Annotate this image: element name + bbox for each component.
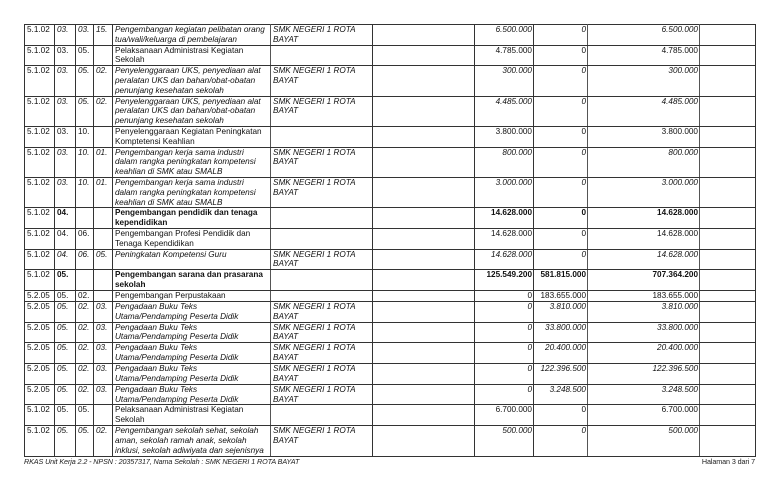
empty-cell [373, 177, 475, 207]
code-b-cell: 05. [76, 405, 94, 426]
table-row [25, 270, 756, 291]
code-c-cell: 15. [94, 25, 113, 46]
value-1-cell: 0 [475, 301, 534, 322]
kode-cell: 5.1.02 [25, 147, 55, 177]
empty-cell [373, 405, 475, 426]
code-b-cell: 05. [76, 66, 94, 96]
empty-cell [373, 147, 475, 177]
total-cell: 3.810.000 [588, 301, 700, 322]
kode-cell: 5.2.05 [25, 322, 55, 343]
sekolah-cell: SMK NEGERI 1 ROTA BAYAT [271, 249, 373, 270]
total-cell: 500.000 [588, 426, 700, 457]
uraian-cell: Peningkatan Kompetensi Guru [113, 249, 271, 270]
code-b-cell: 10. [76, 177, 94, 207]
empty-cell [373, 66, 475, 96]
value-2-cell: 0 [534, 126, 588, 147]
value-2-cell: 0 [534, 25, 588, 46]
code-c-cell: 03. [94, 384, 113, 405]
code-a-cell: 05. [55, 364, 76, 385]
value-1-cell: 0 [475, 322, 534, 343]
kode-cell: 5.1.02 [25, 228, 55, 249]
empty-cell-end [700, 364, 756, 385]
code-c-cell: 03. [94, 364, 113, 385]
sekolah-cell: SMK NEGERI 1 ROTA BAYAT [271, 426, 373, 457]
code-a-cell: 05. [55, 426, 76, 457]
empty-cell-end [700, 25, 756, 46]
kode-cell: 5.1.02 [25, 426, 55, 457]
empty-cell [373, 426, 475, 457]
empty-cell [373, 208, 475, 229]
kode-cell: 5.1.02 [25, 45, 55, 66]
empty-cell-end [700, 384, 756, 405]
empty-cell-end [700, 322, 756, 343]
code-c-cell: 01. [94, 177, 113, 207]
code-c-cell [94, 405, 113, 426]
total-cell: 33.800.000 [588, 322, 700, 343]
code-c-cell: 02. [94, 426, 113, 457]
footer-page-number: Halaman 3 dari 7 [701, 457, 755, 466]
code-b-cell: 06. [76, 228, 94, 249]
sekolah-cell: SMK NEGERI 1 ROTA BAYAT [271, 25, 373, 46]
value-1-cell: 0 [475, 384, 534, 405]
code-b-cell: 02. [76, 364, 94, 385]
code-b-cell [76, 270, 94, 291]
code-b-cell: 10. [76, 147, 94, 177]
sekolah-cell: SMK NEGERI 1 ROTA BAYAT [271, 301, 373, 322]
kode-cell: 5.1.02 [25, 249, 55, 270]
value-1-cell: 6.700.000 [475, 405, 534, 426]
sekolah-cell: SMK NEGERI 1 ROTA BAYAT [271, 343, 373, 364]
table-row [25, 147, 756, 177]
total-cell: 4.485.000 [588, 96, 700, 126]
code-c-cell: 03. [94, 301, 113, 322]
value-2-cell: 122.396.500 [534, 364, 588, 385]
sekolah-cell [271, 228, 373, 249]
uraian-cell: Pelaksanaan Administrasi Kegiatan Sekolah [113, 45, 271, 66]
empty-cell [373, 249, 475, 270]
total-cell: 6.500.000 [588, 25, 700, 46]
value-2-cell: 20.400.000 [534, 343, 588, 364]
empty-cell-end [700, 405, 756, 426]
value-2-cell: 0 [534, 405, 588, 426]
value-1-cell: 800.000 [475, 147, 534, 177]
code-a-cell: 04. [55, 249, 76, 270]
code-b-cell: 02. [76, 291, 94, 302]
empty-cell-end [700, 177, 756, 207]
total-cell: 14.628.000 [588, 249, 700, 270]
table-row [25, 177, 756, 207]
code-b-cell: 02. [76, 343, 94, 364]
uraian-cell: Pengembangan kerja sama industri dalam rangka peningkatan kompetensi keahlian di SMK atau SMALB [113, 147, 271, 177]
table-row [25, 405, 756, 426]
value-1-cell: 0 [475, 343, 534, 364]
code-a-cell: 05. [55, 384, 76, 405]
empty-cell [373, 228, 475, 249]
value-2-cell: 0 [534, 208, 588, 229]
code-a-cell: 05. [55, 322, 76, 343]
empty-cell-end [700, 426, 756, 457]
uraian-cell: Pelaksanaan Administrasi Kegiatan Sekolah [113, 405, 271, 426]
total-cell: 6.700.000 [588, 405, 700, 426]
empty-cell-end [700, 291, 756, 302]
value-1-cell: 300.000 [475, 66, 534, 96]
code-a-cell: 03. [55, 25, 76, 46]
kode-cell: 5.2.05 [25, 343, 55, 364]
value-2-cell: 183.655.000 [534, 291, 588, 302]
value-1-cell: 125.549.200 [475, 270, 534, 291]
kode-cell: 5.1.02 [25, 405, 55, 426]
empty-cell [373, 301, 475, 322]
empty-cell-end [700, 45, 756, 66]
uraian-cell: Pengembangan Perpustakaan [113, 291, 271, 302]
code-a-cell: 04. [55, 208, 76, 229]
empty-cell [373, 291, 475, 302]
uraian-cell: Pengembangan kegiatan pelibatan orang tua/wali/keluarga di pembelajaran [113, 25, 271, 46]
total-cell: 183.655.000 [588, 291, 700, 302]
code-b-cell: 03. [76, 25, 94, 46]
sekolah-cell: SMK NEGERI 1 ROTA BAYAT [271, 66, 373, 96]
empty-cell-end [700, 301, 756, 322]
code-c-cell: 02. [94, 66, 113, 96]
uraian-cell: Pengembangan sarana dan prasarana sekolah [113, 270, 271, 291]
total-cell: 14.628.000 [588, 208, 700, 229]
table-row [25, 96, 756, 126]
sekolah-cell: SMK NEGERI 1 ROTA BAYAT [271, 177, 373, 207]
empty-cell [373, 96, 475, 126]
empty-cell [373, 364, 475, 385]
footer-document-info: RKAS Unit Kerja 2.2 - NPSN : 20357317, Nama Sekolah : SMK NEGERI 1 ROTA BAYAT [24, 457, 300, 466]
value-1-cell: 0 [475, 364, 534, 385]
value-1-cell: 14.628.000 [475, 208, 534, 229]
code-a-cell: 03. [55, 96, 76, 126]
value-1-cell: 4.485.000 [475, 96, 534, 126]
kode-cell: 5.1.02 [25, 96, 55, 126]
value-1-cell: 4.785.000 [475, 45, 534, 66]
code-c-cell [94, 45, 113, 66]
sekolah-cell [271, 405, 373, 426]
value-2-cell: 0 [534, 426, 588, 457]
table-body [25, 25, 756, 457]
kode-cell: 5.2.05 [25, 364, 55, 385]
total-cell: 3.000.000 [588, 177, 700, 207]
code-a-cell: 04. [55, 228, 76, 249]
table-row [25, 343, 756, 364]
value-2-cell: 3.248.500 [534, 384, 588, 405]
total-cell: 122.396.500 [588, 364, 700, 385]
code-b-cell: 02. [76, 384, 94, 405]
sekolah-cell [271, 291, 373, 302]
value-2-cell: 0 [534, 249, 588, 270]
table-row [25, 322, 756, 343]
sekolah-cell: SMK NEGERI 1 ROTA BAYAT [271, 96, 373, 126]
code-c-cell [94, 291, 113, 302]
code-c-cell [94, 270, 113, 291]
table-row [25, 208, 756, 229]
uraian-cell: Penyelenggaraan Kegiatan Peningkatan Komptetensi Keahlian [113, 126, 271, 147]
code-c-cell: 03. [94, 322, 113, 343]
code-c-cell: 01. [94, 147, 113, 177]
code-a-cell: 03. [55, 45, 76, 66]
table-row [25, 228, 756, 249]
code-c-cell: 03. [94, 343, 113, 364]
empty-cell [373, 45, 475, 66]
empty-cell-end [700, 343, 756, 364]
uraian-cell: Pengadaan Buku Teks Utama/Pendamping Peserta Didik [113, 301, 271, 322]
value-1-cell: 0 [475, 291, 534, 302]
value-2-cell: 0 [534, 66, 588, 96]
code-b-cell: 10. [76, 126, 94, 147]
uraian-cell: Penyelenggaraan UKS, penyediaan alat peralatan UKS dan bahan/obat-obatan penunjang kesehatan sekolah [113, 66, 271, 96]
code-b-cell: 06. [76, 249, 94, 270]
kode-cell: 5.2.05 [25, 291, 55, 302]
empty-cell-end [700, 147, 756, 177]
value-2-cell: 33.800.000 [534, 322, 588, 343]
sekolah-cell: SMK NEGERI 1 ROTA BAYAT [271, 384, 373, 405]
code-c-cell: 05. [94, 249, 113, 270]
value-2-cell: 581.815.000 [534, 270, 588, 291]
total-cell: 14.628.000 [588, 228, 700, 249]
uraian-cell: Pengembangan Profesi Pendidik dan Tenaga Kependidikan [113, 228, 271, 249]
sekolah-cell: SMK NEGERI 1 ROTA BAYAT [271, 364, 373, 385]
kode-cell: 5.2.05 [25, 301, 55, 322]
sekolah-cell [271, 270, 373, 291]
uraian-cell: Penyelenggaraan UKS, penyediaan alat peralatan UKS dan bahan/obat-obatan penunjang kesehatan sekolah [113, 96, 271, 126]
sekolah-cell [271, 45, 373, 66]
value-2-cell: 3.810.000 [534, 301, 588, 322]
value-2-cell: 0 [534, 147, 588, 177]
empty-cell-end [700, 228, 756, 249]
value-2-cell: 0 [534, 96, 588, 126]
code-b-cell: 02. [76, 301, 94, 322]
code-a-cell: 05. [55, 301, 76, 322]
total-cell: 20.400.000 [588, 343, 700, 364]
code-a-cell: 03. [55, 177, 76, 207]
rkas-table [24, 24, 756, 457]
table-row [25, 45, 756, 66]
empty-cell [373, 270, 475, 291]
sekolah-cell [271, 208, 373, 229]
table-row [25, 291, 756, 302]
table-row [25, 426, 756, 457]
uraian-cell: Pengadaan Buku Teks Utama/Pendamping Peserta Didik [113, 364, 271, 385]
code-c-cell [94, 228, 113, 249]
kode-cell: 5.1.02 [25, 126, 55, 147]
kode-cell: 5.1.02 [25, 208, 55, 229]
value-1-cell: 14.628.000 [475, 249, 534, 270]
empty-cell-end [700, 66, 756, 96]
uraian-cell: Pengadaan Buku Teks Utama/Pendamping Peserta Didik [113, 322, 271, 343]
uraian-cell: Pengadaan Buku Teks Utama/Pendamping Peserta Didik [113, 384, 271, 405]
code-a-cell: 03. [55, 66, 76, 96]
empty-cell-end [700, 249, 756, 270]
table-row [25, 66, 756, 96]
empty-cell-end [700, 270, 756, 291]
table-row [25, 126, 756, 147]
code-a-cell: 03. [55, 126, 76, 147]
value-1-cell: 500.000 [475, 426, 534, 457]
uraian-cell: Pengembangan pendidik dan tenaga kependidikan [113, 208, 271, 229]
code-a-cell: 05. [55, 405, 76, 426]
code-b-cell: 05. [76, 45, 94, 66]
uraian-cell: Pengembangan kerja sama industri dalam rangka peningkatan kompetensi keahlian di SMK atau SMALB [113, 177, 271, 207]
code-c-cell: 02. [94, 96, 113, 126]
empty-cell-end [700, 96, 756, 126]
value-2-cell: 0 [534, 45, 588, 66]
value-1-cell: 3.800.000 [475, 126, 534, 147]
value-1-cell: 14.628.000 [475, 228, 534, 249]
code-b-cell: 02. [76, 322, 94, 343]
table-row [25, 25, 756, 46]
empty-cell [373, 343, 475, 364]
value-1-cell: 3.000.000 [475, 177, 534, 207]
total-cell: 3.248.500 [588, 384, 700, 405]
total-cell: 800.000 [588, 147, 700, 177]
code-a-cell: 05. [55, 270, 76, 291]
empty-cell [373, 126, 475, 147]
empty-cell [373, 384, 475, 405]
table-row [25, 301, 756, 322]
table-row [25, 249, 756, 270]
uraian-cell: Pengadaan Buku Teks Utama/Pendamping Peserta Didik [113, 343, 271, 364]
value-2-cell: 0 [534, 228, 588, 249]
code-c-cell [94, 208, 113, 229]
sekolah-cell: SMK NEGERI 1 ROTA BAYAT [271, 322, 373, 343]
total-cell: 3.800.000 [588, 126, 700, 147]
code-b-cell [76, 208, 94, 229]
empty-cell-end [700, 208, 756, 229]
empty-cell-end [700, 126, 756, 147]
kode-cell: 5.1.02 [25, 177, 55, 207]
code-b-cell: 05. [76, 96, 94, 126]
kode-cell: 5.1.02 [25, 25, 55, 46]
sekolah-cell [271, 126, 373, 147]
total-cell: 300.000 [588, 66, 700, 96]
table-row [25, 384, 756, 405]
total-cell: 707.364.200 [588, 270, 700, 291]
code-a-cell: 05. [55, 343, 76, 364]
code-a-cell: 05. [55, 291, 76, 302]
value-2-cell: 0 [534, 177, 588, 207]
kode-cell: 5.1.02 [25, 66, 55, 96]
code-c-cell [94, 126, 113, 147]
table-row [25, 364, 756, 385]
kode-cell: 5.1.02 [25, 270, 55, 291]
code-a-cell: 03. [55, 147, 76, 177]
sekolah-cell: SMK NEGERI 1 ROTA BAYAT [271, 147, 373, 177]
value-1-cell: 6.500.000 [475, 25, 534, 46]
kode-cell: 5.2.05 [25, 384, 55, 405]
total-cell: 4.785.000 [588, 45, 700, 66]
code-b-cell: 05. [76, 426, 94, 457]
empty-cell [373, 25, 475, 46]
uraian-cell: Pengembangan sekolah sehat, sekolah aman, sekolah ramah anak, sekolah inklusi, sekolah adiwiyata dan sejenisnya [113, 426, 271, 457]
empty-cell [373, 322, 475, 343]
